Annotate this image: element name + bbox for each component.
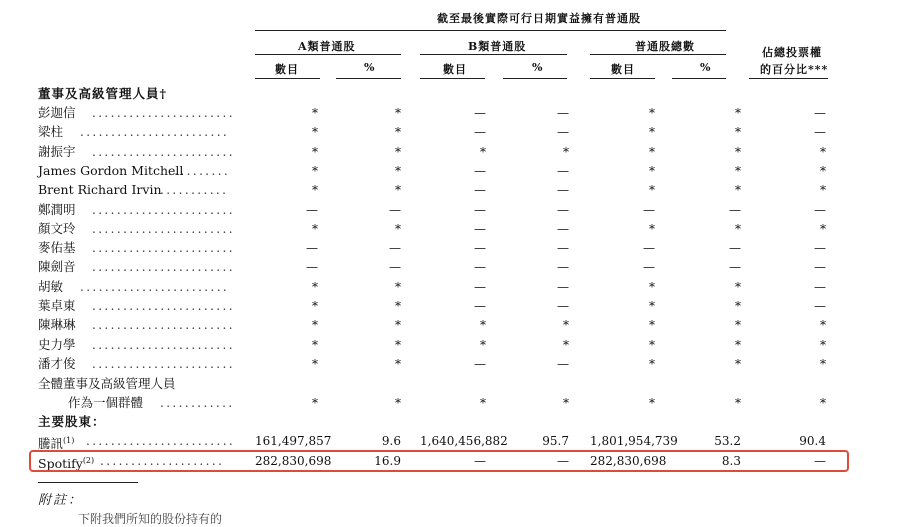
row-name: [38, 180, 162, 200]
table-row: [0, 238, 900, 258]
cell-a-percent: *: [395, 221, 401, 236]
cell-total-number: *: [649, 279, 655, 294]
leader-dots: .......................: [92, 241, 235, 256]
cell-a-number: —: [306, 241, 318, 256]
cell-b-number: —: [474, 454, 486, 468]
cell-vote-percent: —: [814, 260, 826, 275]
spotify-row-highlight: [29, 450, 849, 472]
group-row: [0, 393, 900, 413]
row-name-text: 胡敏: [38, 278, 64, 294]
cell-b-percent: —: [557, 279, 569, 294]
cell-vote-percent: —: [814, 241, 826, 256]
row-name-text: 陳琳琳: [38, 317, 76, 333]
row-name-text: Brent Richard Irvin: [38, 182, 162, 198]
row-name-text: 陳劍音: [38, 259, 76, 275]
cell-a-number: *: [312, 221, 318, 236]
cell-total-number: *: [649, 299, 655, 313]
cell-a-percent: —: [389, 202, 401, 217]
row-name-text: 潘才俊: [38, 355, 76, 371]
table-row: [0, 200, 900, 220]
cell-total-number: —: [643, 241, 655, 256]
cell-total-percent: *: [735, 144, 741, 159]
leader-dots: .......................: [92, 356, 235, 371]
group-b-number: *: [480, 396, 486, 410]
row-name: [38, 200, 76, 220]
cell-total-number: *: [649, 106, 655, 120]
table-row: [0, 431, 900, 451]
row-name-text: 騰訊: [38, 436, 64, 452]
cell-b-number: —: [474, 183, 486, 198]
cell-b-number: —: [474, 279, 486, 294]
leader-dots: ........................: [80, 125, 230, 140]
leader-dots: ..........: [168, 163, 231, 178]
cell-a-percent: *: [395, 318, 401, 333]
sub-a-number: 數目: [275, 63, 299, 76]
cell-a-number: *: [312, 106, 318, 120]
cell-a-number: *: [312, 318, 318, 333]
cell-a-number: —: [306, 260, 318, 275]
table-row: [0, 219, 900, 239]
cell-a-number: *: [312, 299, 318, 313]
cell-total-number: —: [643, 202, 655, 217]
cell-b-number: —: [474, 260, 486, 275]
section-major-shareholders: 主要股東：: [38, 414, 106, 429]
group-row-line1: [0, 374, 900, 394]
leader-dots: .......................: [92, 144, 235, 159]
row-name-text: Spotify: [38, 456, 83, 472]
cell-b-percent: —: [557, 221, 569, 236]
cell-total-number: *: [649, 337, 655, 352]
row-name-text: 葉卓東: [38, 298, 76, 313]
sub-rule: [749, 78, 828, 79]
table-row: [0, 122, 900, 142]
cell-a-number: *: [312, 125, 318, 140]
table-row: [0, 142, 900, 162]
row-name-text: 謝振宇: [38, 143, 76, 159]
cell-total-percent: —: [729, 260, 741, 275]
cell-a-number: *: [312, 183, 318, 198]
row-name: [38, 335, 76, 355]
leader-dots: ........................: [86, 434, 236, 448]
table-row: [0, 277, 900, 297]
cell-b-percent: —: [557, 202, 569, 217]
leader-dots: ...........: [160, 183, 229, 198]
section-directors: 董事及高級管理人員†: [38, 86, 168, 101]
cell-b-percent: —: [557, 241, 569, 256]
leader-dots: .......................: [92, 106, 235, 120]
col-total-rule: [590, 54, 726, 55]
leader-dots: .......................: [92, 221, 235, 236]
row-name-text: 顏文玲: [38, 220, 76, 236]
row-name: [38, 122, 63, 142]
col-vote-title-1: 佔總投票權: [762, 46, 822, 59]
sub-total-number: 數目: [611, 63, 635, 76]
cell-total-number: *: [649, 221, 655, 236]
cell-total-number: *: [649, 318, 655, 333]
cell-total-percent: *: [735, 337, 741, 352]
footnote-marker: (2): [82, 456, 95, 465]
table-super-title: 截至最後實際可行日期實益擁有普通股: [437, 12, 641, 25]
cell-vote-percent: *: [820, 221, 826, 236]
cell-total-number: —: [643, 260, 655, 275]
cell-total-number: *: [649, 144, 655, 159]
table-row: [0, 335, 900, 355]
cell-b-number: —: [474, 299, 486, 313]
cell-a-percent: *: [395, 183, 401, 198]
col-b-title: B類普通股: [468, 40, 527, 53]
notes-line1: 下附我們所知的股份持有的: [78, 512, 223, 526]
cell-a-percent: 16.9: [374, 454, 401, 468]
col-b-rule: [420, 54, 567, 55]
col-total-title: 普通股總數: [635, 40, 695, 53]
group-vote-percent: *: [820, 396, 826, 410]
cell-vote-percent: —: [814, 454, 826, 468]
table-row: [0, 161, 900, 181]
cell-a-number: *: [312, 279, 318, 294]
sub-rule: [336, 78, 401, 79]
cell-b-number: 1,640,456,882: [420, 434, 508, 448]
footnote-divider: [38, 482, 138, 483]
sub-rule: [503, 78, 567, 79]
cell-a-percent: *: [395, 356, 401, 371]
table-row: [0, 180, 900, 200]
table-row: [0, 257, 900, 277]
cell-total-percent: *: [735, 318, 741, 333]
row-name: [38, 238, 76, 258]
row-name: [38, 296, 76, 316]
cell-b-percent: —: [557, 356, 569, 371]
row-name: [38, 277, 63, 297]
cell-total-percent: *: [735, 221, 741, 236]
table-row: [0, 103, 900, 123]
group-label-line1: 全體董事及高級管理人員: [38, 376, 176, 391]
cell-a-percent: *: [395, 299, 401, 313]
cell-a-percent: *: [395, 163, 401, 178]
cell-a-percent: *: [395, 106, 401, 120]
cell-b-number: *: [480, 337, 486, 352]
cell-b-percent: *: [563, 318, 569, 333]
cell-a-percent: *: [395, 125, 401, 140]
cell-a-percent: 9.6: [381, 434, 401, 448]
sub-total-percent: %: [700, 61, 712, 74]
cell-b-percent: *: [563, 144, 569, 159]
cell-total-percent: 8.3: [721, 454, 741, 468]
cell-total-percent: *: [735, 163, 741, 178]
cell-a-number: 161,497,857: [255, 434, 332, 448]
cell-a-percent: —: [389, 260, 401, 275]
cell-b-number: —: [474, 202, 486, 217]
cell-b-percent: —: [557, 299, 569, 313]
cell-b-number: —: [474, 221, 486, 236]
cell-b-number: —: [474, 125, 486, 140]
group-total-number: *: [649, 396, 655, 410]
cell-a-number: —: [306, 202, 318, 217]
cell-total-percent: *: [735, 106, 741, 120]
cell-a-number: 282,830,698: [255, 454, 332, 468]
cell-total-number: 282,830,698: [590, 454, 667, 468]
cell-b-number: —: [474, 163, 486, 178]
cell-b-percent: —: [557, 183, 569, 198]
cell-a-number: *: [312, 144, 318, 159]
cell-vote-percent: —: [814, 299, 826, 313]
sub-rule: [420, 78, 485, 79]
group-b-percent: *: [563, 396, 569, 410]
row-name: [38, 103, 76, 123]
cell-b-percent: 95.7: [542, 434, 569, 448]
cell-vote-percent: 90.4: [799, 434, 826, 448]
row-name-text: 鄭潤明: [38, 201, 76, 217]
cell-total-number: 1,801,954,739: [590, 434, 678, 448]
notes-label: 附註：: [38, 493, 84, 508]
leader-dots: .......................: [92, 260, 235, 275]
cell-b-percent: —: [557, 454, 569, 468]
row-name-text: 史力學: [38, 336, 76, 352]
cell-vote-percent: *: [820, 318, 826, 333]
group-a-number: *: [312, 396, 318, 410]
cell-b-percent: —: [557, 163, 569, 178]
row-name: [38, 315, 76, 335]
cell-vote-percent: *: [820, 183, 826, 198]
row-name: [38, 219, 76, 239]
leader-dots: ............: [160, 396, 235, 410]
cell-a-percent: *: [395, 337, 401, 352]
sub-b-percent: %: [532, 61, 544, 74]
group-label-line2: 作為一個群體: [68, 395, 144, 410]
row-name: [38, 354, 76, 374]
leader-dots: ....................: [100, 454, 225, 468]
cell-total-number: *: [649, 356, 655, 371]
cell-b-percent: —: [557, 260, 569, 275]
col-a-rule: [255, 54, 401, 55]
sub-a-percent: %: [364, 61, 376, 74]
group-a-percent: *: [395, 396, 401, 410]
cell-a-percent: —: [389, 241, 401, 256]
cell-total-percent: *: [735, 356, 741, 371]
cell-vote-percent: —: [814, 279, 826, 294]
cell-a-percent: *: [395, 144, 401, 159]
cell-a-percent: *: [395, 279, 401, 294]
cell-vote-percent: *: [820, 356, 826, 371]
leader-dots: ........................: [80, 279, 230, 294]
leader-dots: .......................: [92, 202, 235, 217]
cell-total-number: *: [649, 125, 655, 140]
cell-total-number: *: [649, 183, 655, 198]
cell-total-number: *: [649, 163, 655, 178]
cell-total-percent: —: [729, 241, 741, 256]
table-row: [0, 315, 900, 335]
cell-b-percent: —: [557, 106, 569, 120]
table-row: [0, 296, 900, 316]
cell-a-number: *: [312, 337, 318, 352]
cell-b-number: *: [480, 318, 486, 333]
cell-total-percent: *: [735, 279, 741, 294]
col-vote-title-2: 的百分比***: [760, 63, 829, 76]
cell-b-number: —: [474, 356, 486, 371]
row-name: [38, 161, 183, 181]
cell-b-percent: —: [557, 125, 569, 140]
cell-a-number: *: [312, 163, 318, 178]
cell-total-percent: *: [735, 125, 741, 140]
footnote-marker: (1): [63, 436, 75, 445]
cell-vote-percent: —: [814, 106, 826, 120]
cell-total-percent: *: [735, 183, 741, 198]
row-name-text: 彭迦信: [38, 105, 76, 120]
cell-b-number: —: [474, 241, 486, 256]
cell-b-percent: *: [563, 337, 569, 352]
super-title-rule: [255, 30, 726, 31]
cell-vote-percent: *: [820, 337, 826, 352]
cell-b-number: *: [480, 144, 486, 159]
row-name: [38, 142, 76, 162]
cell-total-percent: 53.2: [714, 434, 741, 448]
sub-rule: [590, 78, 655, 79]
cell-b-number: —: [474, 106, 486, 120]
table-row: [0, 354, 900, 374]
row-name-text: 麥佑基: [38, 240, 76, 256]
cell-a-number: *: [312, 356, 318, 371]
sub-rule: [255, 78, 320, 79]
sub-b-number: 數目: [443, 63, 467, 76]
cell-vote-percent: —: [814, 125, 826, 140]
col-a-title: A類普通股: [298, 40, 356, 53]
group-total-percent: *: [735, 396, 741, 410]
cell-total-percent: *: [735, 299, 741, 313]
leader-dots: .......................: [92, 318, 235, 333]
leader-dots: .......................: [92, 337, 235, 352]
row-name: [38, 257, 76, 277]
cell-vote-percent: *: [820, 163, 826, 178]
sub-rule: [672, 78, 726, 79]
leader-dots: .......................: [92, 299, 235, 313]
cell-vote-percent: *: [820, 144, 826, 159]
cell-total-percent: —: [729, 202, 741, 217]
cell-vote-percent: —: [814, 202, 826, 217]
row-name-text: 梁柱: [38, 124, 64, 140]
row-name-text: James Gordon Mitchell: [38, 162, 184, 178]
